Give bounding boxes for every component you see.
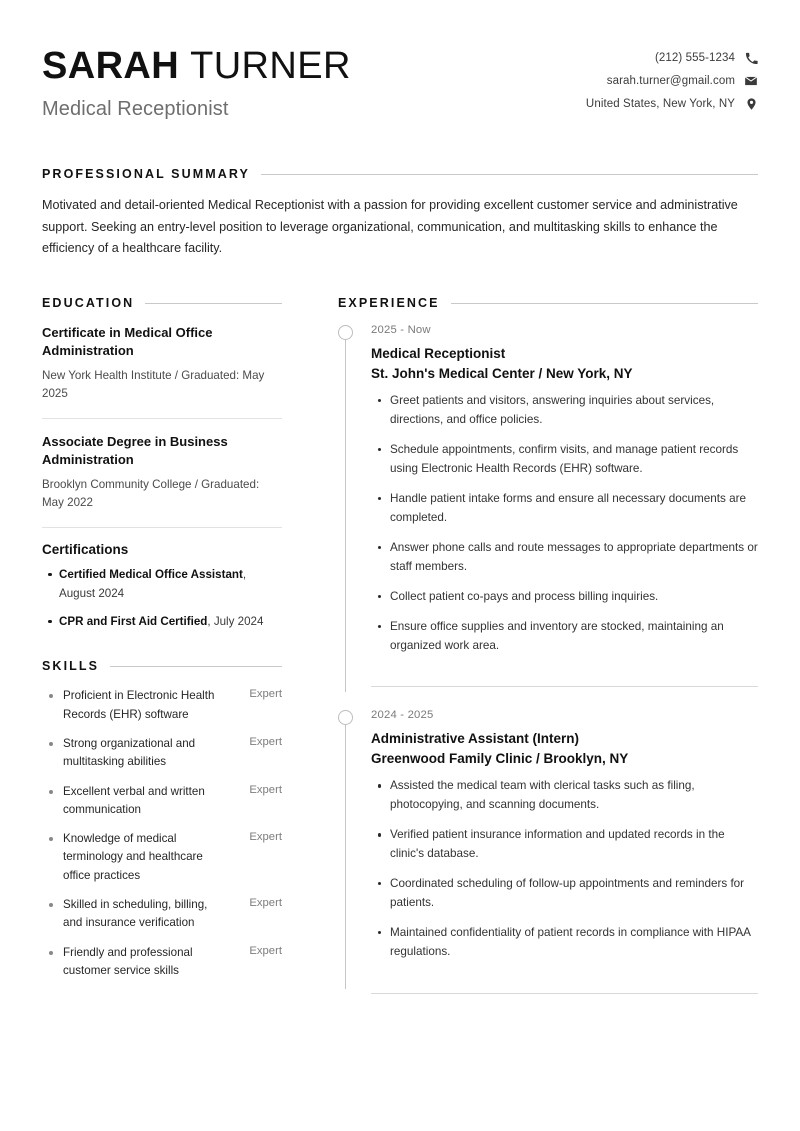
- education-heading: EDUCATION: [42, 296, 135, 310]
- experience-dates: 2025 - Now: [371, 324, 431, 336]
- education-degree: Certificate in Medical Office Administration: [42, 325, 213, 358]
- email-icon: [744, 74, 758, 88]
- skill-name: Excellent verbal and written communication: [63, 784, 205, 816]
- education-divider: [42, 418, 282, 419]
- list-item: [59, 566, 282, 604]
- education-section-header: [42, 296, 282, 310]
- list-item: Schedule appointments, confirm visits, and manage patient records using Electronic Health Records (EHR) software.: [390, 441, 758, 479]
- skill-name: Knowledge of medical terminology and healthcare office practices: [63, 832, 203, 882]
- education-entry: [42, 324, 282, 418]
- skills-section: [42, 659, 282, 980]
- certifications-block: [42, 542, 282, 631]
- experience-section-header: [338, 296, 758, 310]
- skill-level: Expert: [249, 897, 282, 910]
- contact-email[interactable]: [607, 74, 758, 88]
- list-item: [42, 944, 282, 981]
- right-column: [338, 296, 758, 994]
- skill-name: Strong organizational and multitasking abilities: [63, 736, 196, 769]
- skill-name: Friendly and professional customer service skills: [63, 945, 193, 978]
- skills-list: [42, 687, 282, 980]
- name-block: [42, 44, 351, 121]
- contact-location[interactable]: [586, 97, 758, 111]
- section-rule: [261, 174, 758, 175]
- list-item: Assisted the medical team with clerical tasks such as filing, photocopying, and scanning documents.: [390, 777, 758, 815]
- list-item: [42, 783, 282, 820]
- experience-role: Medical Receptionist: [371, 346, 506, 361]
- certification-date: , August 2024: [59, 567, 247, 600]
- list-item: Maintained confidentiality of patient records in compliance with HIPAA regulations.: [390, 924, 758, 962]
- certification-date: , July 2024: [207, 614, 264, 628]
- certification-name: Certified Medical Office Assistant: [59, 567, 243, 581]
- education-divider: [42, 527, 282, 528]
- contact-location-value: United States, New York, NY: [585, 98, 735, 110]
- skill-level: Expert: [249, 831, 282, 844]
- summary-heading: PROFESSIONAL SUMMARY: [42, 167, 250, 182]
- experience-company: St. John's Medical Center / New York, NY: [371, 366, 633, 381]
- timeline-line: [345, 332, 346, 692]
- list-item: [42, 735, 282, 772]
- resume-header: [42, 40, 758, 121]
- skill-level: Expert: [249, 735, 282, 748]
- list-item: [42, 830, 282, 885]
- education-entry: [42, 433, 282, 527]
- education-section: [42, 296, 282, 631]
- list-item: Greet patients and visitors, answering inquiries about services, directions, and office policies.: [390, 392, 758, 430]
- list-item: Answer phone calls and route messages to appropriate departments or staff members.: [390, 539, 758, 577]
- contact-phone-value: (212) 555-1234: [654, 52, 735, 64]
- certifications-title: Certifications: [42, 541, 129, 557]
- skill-level: Expert: [249, 783, 282, 796]
- skills-section-header: [42, 659, 282, 673]
- first-name: SARAH: [42, 45, 180, 87]
- experience-divider: [371, 686, 758, 687]
- timeline-line: [345, 717, 346, 989]
- job-title: Medical Receptionist: [42, 98, 229, 121]
- list-item: Verified patient insurance information and updated records in the clinic's database.: [390, 826, 758, 864]
- skill-level: Expert: [249, 944, 282, 957]
- section-rule: [110, 666, 282, 667]
- list-item: [42, 896, 282, 933]
- list-item: Ensure office supplies and inventory are stocked, maintaining an organized work area.: [390, 618, 758, 656]
- experience-dates: 2024 - 2025: [371, 709, 434, 722]
- experience-bullets: [371, 777, 758, 962]
- list-item: Coordinated scheduling of follow-up appointments and reminders for patients.: [390, 875, 758, 913]
- experience-divider: [371, 993, 758, 994]
- skill-name: Skilled in scheduling, billing, and insurance verification: [63, 898, 208, 930]
- experience-entry: [338, 709, 758, 989]
- professional-summary-section: [42, 167, 758, 260]
- list-item: [42, 687, 282, 724]
- location-pin-icon: [744, 97, 758, 111]
- experience-list: [338, 324, 758, 994]
- section-rule: [451, 303, 758, 304]
- certifications-list: [42, 566, 282, 631]
- education-school: Brooklyn Community College / Graduated: May 2022: [42, 477, 260, 510]
- summary-text: Motivated and detail-oriented Medical Receptionist with a passion for providing excellent customer service and administrative support. Seeking an entry-level position to leverage organizational, communication, and multitasking skills to enhance the efficiency of a healthcare facility.: [42, 198, 738, 256]
- experience-bullets: [371, 392, 758, 655]
- timeline-dot-icon: [338, 710, 353, 725]
- skill-name: Proficient in Electronic Health Records (EHR) software: [63, 689, 215, 721]
- skills-heading: SKILLS: [42, 659, 100, 674]
- timeline-dot-icon: [338, 325, 353, 340]
- phone-icon: [744, 51, 758, 65]
- education-school: New York Health Institute / Graduated: May 2025: [42, 368, 265, 401]
- skill-level: Expert: [249, 688, 282, 701]
- list-item: Collect patient co-pays and process billing inquiries.: [390, 588, 758, 607]
- list-item: [59, 613, 282, 632]
- page-title: [42, 46, 351, 87]
- contact-block: [586, 44, 758, 111]
- left-column: [42, 296, 282, 991]
- experience-role: Administrative Assistant (Intern): [371, 731, 580, 747]
- section-rule: [145, 303, 282, 304]
- education-degree: Associate Degree in Business Administration: [42, 433, 228, 467]
- summary-section-header: [42, 167, 758, 181]
- body-columns: [42, 296, 758, 994]
- contact-phone[interactable]: [655, 51, 758, 65]
- last-name: TURNER: [190, 45, 351, 87]
- list-item: Handle patient intake forms and ensure all necessary documents are completed.: [390, 490, 758, 528]
- contact-email-value: sarah.turner@gmail.com: [606, 75, 735, 87]
- experience-entry: [338, 324, 758, 682]
- experience-company: Greenwood Family Clinic / Brooklyn, NY: [371, 751, 629, 767]
- experience-heading: EXPERIENCE: [338, 296, 440, 310]
- certification-name: CPR and First Aid Certified: [59, 614, 208, 628]
